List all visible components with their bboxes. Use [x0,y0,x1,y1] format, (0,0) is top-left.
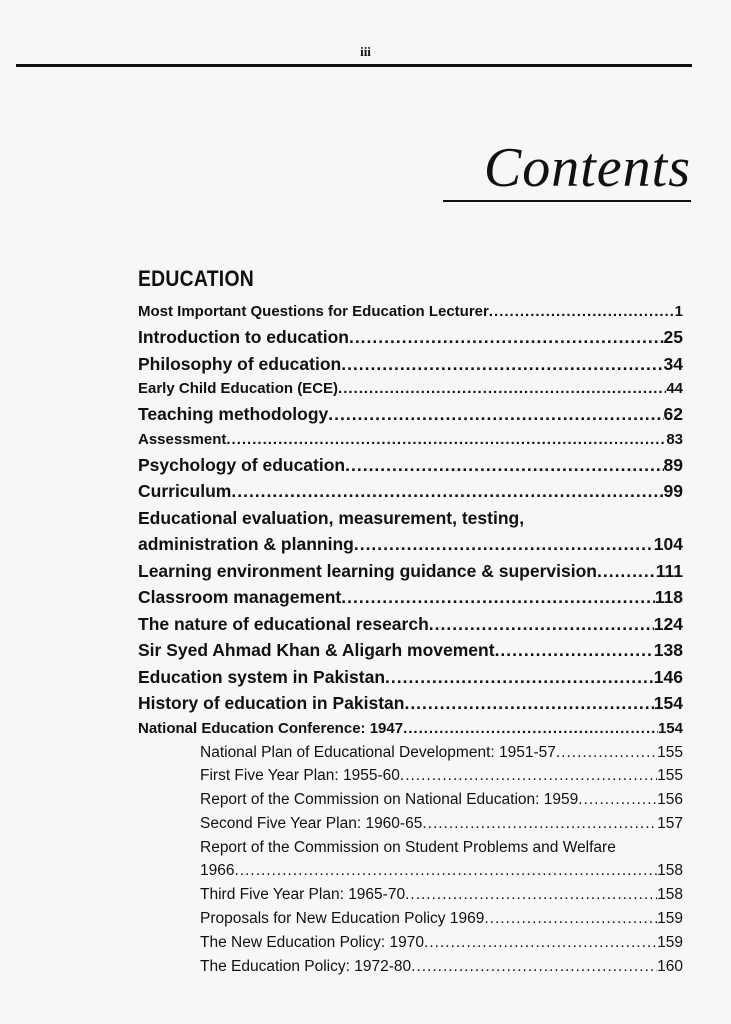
toc-entry-label: Classroom management [138,587,342,607]
toc-entry-page: 138 [653,640,683,660]
toc-entry [138,611,683,638]
toc-entry [138,324,683,351]
toc-entry-page: 159 [657,910,683,928]
toc-subentry [138,883,683,907]
toc-entry-page: 44 [666,380,683,397]
dot-leader [403,717,658,741]
dot-leader [328,401,663,428]
dot-leader [385,664,654,691]
dot-leader [489,300,675,324]
toc-entry [138,558,683,585]
title-underline [443,200,691,202]
toc-entry-page: 160 [657,957,683,975]
dot-leader [354,531,654,558]
dot-leader [597,558,656,585]
toc-entry-label: Report of the Commission on National Education: 1959 [200,791,579,809]
toc-subentry [138,812,683,836]
toc-subentry [138,931,683,955]
toc-entry-label: National Plan of Educational Development: 1951-57 [200,743,556,761]
dot-leader [422,812,657,836]
dot-leader [349,324,664,351]
toc-entry-label: Philosophy of education [138,353,342,374]
toc-entry-page: 99 [663,481,683,501]
toc-entry-label: The New Education Policy: 1970 [200,933,425,951]
toc-entry [138,351,683,378]
toc-entry-label: Most Important Questions for Education Lecturer [138,303,489,320]
toc-entry-label: administration & planning [138,534,354,554]
toc-entry [138,428,683,452]
toc-entry-label: Education system in Pakistan [138,666,386,687]
toc-entry [138,300,683,324]
toc-entry [138,452,683,479]
toc-entry-label: National Education Conference: 1947 [138,719,404,737]
dot-leader [578,788,657,812]
toc-entry-page: 1 [674,303,683,320]
dot-leader [411,955,657,979]
dot-leader [404,690,653,717]
toc-entry [138,664,683,691]
toc-entry-label: The nature of educational research [138,613,429,634]
dot-leader [234,859,657,883]
toc-entry-page: 62 [663,404,683,424]
dot-leader [341,351,663,378]
toc-entry [138,717,683,741]
toc-entry-label: Report of the Commission on Student Problems and Welfare [200,838,616,856]
toc-entry-label: Proposals for New Education Policy 1969 [200,910,485,928]
toc-subentry [138,907,683,931]
dot-leader [226,428,666,452]
dot-leader [405,883,657,907]
dot-leader [495,637,654,664]
toc-entry [138,637,683,664]
toc-entry [138,478,683,505]
toc-entry [138,584,683,611]
toc-entry-page: 25 [663,327,683,347]
toc-entry-label: Teaching methodology [138,404,329,424]
toc-entry-label: Learning environment learning guidance & supervision [138,560,597,581]
toc-entry-label: Sir Syed Ahmad Khan & Aligarh movement [138,640,495,660]
toc-subentry [138,955,683,979]
section-heading: EDUCATION [138,266,255,291]
toc-entry-page: 89 [663,454,683,475]
toc-entry-page: 158 [657,862,683,880]
dot-leader [345,452,663,479]
header-rule [16,64,692,67]
toc-entry-page: 146 [653,666,683,687]
toc-entry-page: 158 [657,886,683,904]
toc-entry-label: Second Five Year Plan: 1960-65 [200,814,423,832]
toc-subentry [138,788,683,812]
toc-entry [138,377,683,401]
table-of-contents [138,300,683,978]
toc-entry-page: 118 [654,587,683,607]
toc-entry-label: The Education Policy: 1972-80 [200,957,412,975]
dot-leader [400,764,657,788]
page-number: iii [360,44,371,59]
toc-entry-page: 83 [666,430,683,448]
toc-entry-page: 156 [657,791,683,809]
toc-entry-label: History of education in Pakistan [138,693,405,713]
toc-entry [138,690,683,717]
toc-entry-label: Introduction to education [138,327,349,347]
toc-subentry [138,741,683,765]
toc-entry [138,531,683,558]
dot-leader [231,478,663,505]
toc-entry-page: 155 [657,743,683,761]
dot-leader [338,377,666,401]
toc-entry-label: Curriculum [138,481,232,501]
page-title: Contents [483,137,691,199]
toc-entry-label: Third Five Year Plan: 1965-70 [200,886,406,904]
toc-entry-label: First Five Year Plan: 1955-60 [200,767,400,785]
toc-entry-label: Psychology of education [138,454,346,475]
toc-entry [138,401,683,428]
dot-leader [429,611,654,638]
toc-entry-page: 104 [653,534,683,554]
toc-subentry [138,764,683,788]
toc-entry-page: 111 [655,560,683,581]
toc-entry-page: 34 [663,353,683,374]
toc-entry-label: Assessment [138,430,227,448]
dot-leader [424,931,657,955]
dot-leader [484,907,657,931]
toc-entry-page: 157 [657,814,683,832]
toc-entry-page: 154 [653,693,683,713]
toc-entry-label: Educational evaluation, measurement, testing, [138,507,525,528]
toc-entry-page: 159 [657,933,683,951]
toc-entry-label: Early Child Education (ECE) [138,380,339,397]
toc-entry-page: 124 [653,613,683,634]
toc-entry-page: 154 [657,719,683,737]
dot-leader [556,741,657,765]
toc-entry-page: 155 [657,767,683,785]
toc-subentry [138,859,683,883]
dot-leader [341,584,655,611]
toc-entry-label: 1966 [200,862,235,880]
